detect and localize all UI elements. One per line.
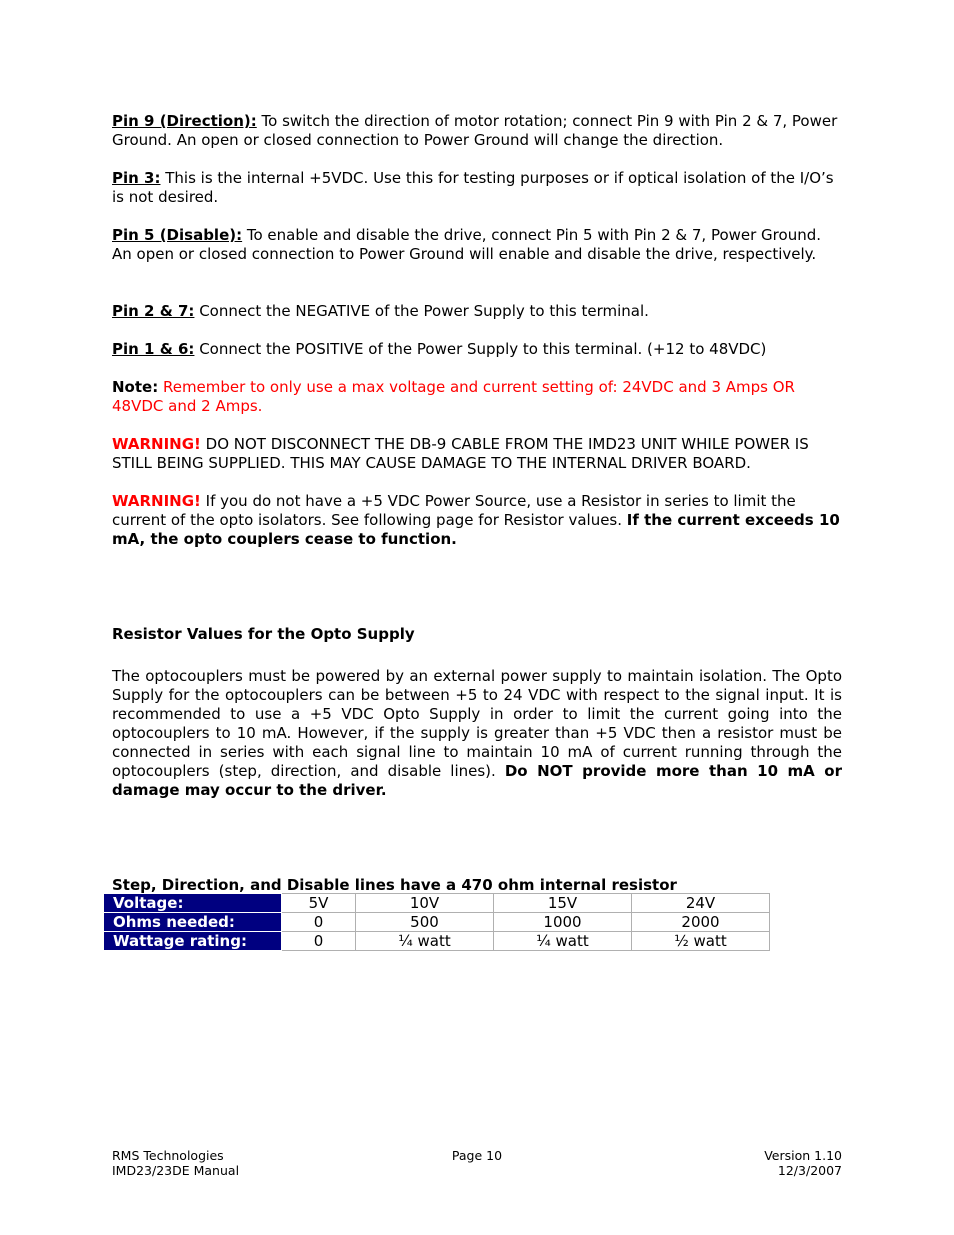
pin3-label: Pin 3: (112, 169, 161, 187)
warning2-bold-text: If the current exceeds 10 mA, the opto couplers cease to function. (112, 511, 840, 548)
pin9-text: To switch the direction of motor rotation; connect Pin 9 with Pin 2 & 7, Power Ground. An open or closed connection to Power Ground will change the direction. (112, 112, 838, 149)
footer-version: Version 1.10 (764, 1148, 842, 1163)
row-header-voltage: Voltage: (104, 894, 282, 913)
table-row-wattage (104, 932, 770, 951)
pin3-paragraph (112, 169, 842, 207)
table-cell: 0 (282, 913, 356, 932)
pin27-label: Pin 2 & 7: (112, 302, 195, 320)
resistor-body (112, 667, 842, 800)
table-cell: 24V (632, 894, 770, 913)
row-header-ohms: Ohms needed: (104, 913, 282, 932)
table-cell: 5V (282, 894, 356, 913)
table-cell: ½ watt (632, 932, 770, 951)
pin9-label: Pin 9 (Direction): (112, 112, 257, 130)
footer-page-number: Page 10 (451, 1148, 503, 1163)
note-paragraph (112, 378, 842, 416)
warning1-text: DO NOT DISCONNECT THE DB-9 CABLE FROM THE IMD23 UNIT WHILE POWER IS STILL BEING SUPPLIED. THIS MAY CAUSE DAMAGE TO THE INTERNAL DRIVER BOARD. (112, 435, 809, 472)
resistor-body-bold: Do NOT provide more than 10 mA or damage may occur to the driver. (112, 762, 842, 799)
pin5-label: Pin 5 (Disable): (112, 226, 243, 244)
footer-company: RMS Technologies (112, 1148, 224, 1163)
table-cell: 2000 (632, 913, 770, 932)
footer-manual: IMD23/23DE Manual (112, 1163, 240, 1178)
note-label: Note: (112, 378, 159, 396)
resistor-body-text: The optocouplers must be powered by an external power supply to maintain isolation. The Opto Supply for the optocouplers can be between +5 to 24 VDC with respect to the signal input. It is recommended to use a +5 VDC Opto Supply in order to limit the current going into the optocouplers to 10 mA. However, if the supply is greater than +5 VDC then a resistor must be connected in series with each signal line to maintain 10 mA of current running through the optocouplers (step, direction, and disable lines). (112, 667, 842, 780)
pin16-text: Connect the POSITIVE of the Power Supply to this terminal. (+12 to 48VDC) (194, 340, 767, 358)
footer-left (112, 1148, 239, 1178)
warning2-label: WARNING! (112, 492, 201, 510)
table-cell: ¼ watt (356, 932, 494, 951)
pin27-text: Connect the NEGATIVE of the Power Supply to this terminal. (194, 302, 649, 320)
warning1-label: WARNING! (112, 435, 201, 453)
table-cell: 1000 (494, 913, 632, 932)
warning2-text: If you do not have a +5 VDC Power Source, use a Resistor in series to limit the current of the opto isolators. See following page for Resistor values. (112, 492, 796, 529)
resistor-table (103, 893, 770, 951)
table-cell: 10V (356, 894, 494, 913)
table-cell: ¼ watt (494, 932, 632, 951)
table-cell: 15V (494, 894, 632, 913)
row-header-wattage: Wattage rating: (104, 932, 282, 951)
footer-center (377, 1148, 577, 1163)
warning1-paragraph (112, 435, 842, 473)
pin5-paragraph (112, 226, 842, 264)
pin3-text: This is the internal +5VDC. Use this for testing purposes or if optical isolation of the I/O’s is not desired. (112, 169, 834, 206)
table-row-voltage (104, 894, 770, 913)
warning2-paragraph (112, 492, 842, 549)
pin5-text: To enable and disable the drive, connect Pin 5 with Pin 2 & 7, Power Ground. An open or closed connection to Power Ground will enable and disable the drive, respectively. (112, 226, 822, 263)
pin9-paragraph (112, 112, 842, 150)
table-row-ohms (104, 913, 770, 932)
resistor-heading: Resistor Values for the Opto Supply (112, 625, 415, 643)
table-title: Step, Direction, and Disable lines have a 470 ohm internal resistor (112, 876, 677, 894)
footer-date: 12/3/2007 (777, 1163, 842, 1178)
page-content (112, 112, 842, 800)
pin16-label: Pin 1 & 6: (112, 340, 195, 358)
pin27-paragraph (112, 302, 842, 321)
note-text: Remember to only use a max voltage and current setting of: 24VDC and 3 Amps OR 48VDC and 2 Amps. (112, 378, 795, 415)
pin16-paragraph (112, 340, 842, 359)
table-cell: 500 (356, 913, 494, 932)
footer-right (764, 1148, 842, 1178)
table-cell: 0 (282, 932, 356, 951)
